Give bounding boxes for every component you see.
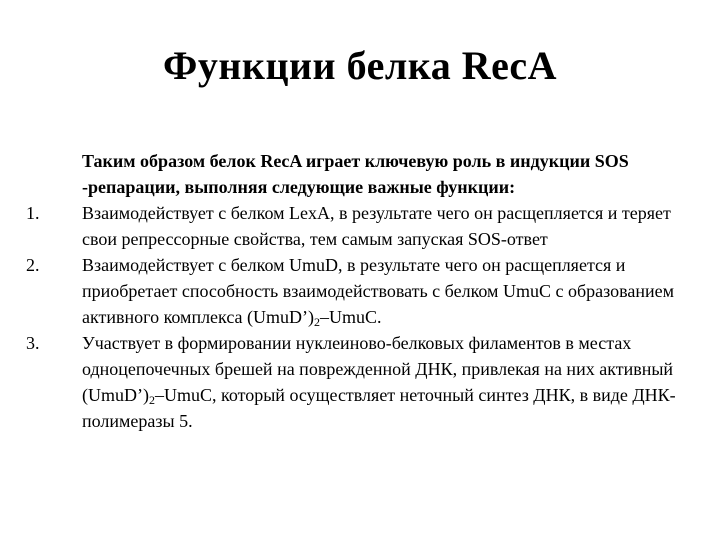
list-item-text-end: –UmuC, который осуществляет неточный синтез ДНК, в виде ДНК-полимеразы 5. — [82, 385, 676, 431]
slide-title: Функции белка RecA — [163, 43, 557, 88]
list-item-text: Взаимодействует с белком LexA, в результате чего он расщепляется и теряет свои репрессорные свойства, тем самым запуская SOS-ответ — [82, 203, 671, 249]
intro-paragraph: Таким образом белок RecA играет ключевую роль в индукции SOS -репарации, выполняя следующие важные функции: — [82, 151, 629, 197]
list-item — [26, 200, 696, 252]
list-item-text-end: –UmuC. — [320, 307, 382, 327]
list-item-number: 3. — [26, 333, 40, 353]
list-item-number: 2. — [26, 255, 40, 275]
slide-body — [26, 148, 696, 434]
list-item-number: 1. — [26, 203, 40, 223]
list-item-text: Взаимодействует с белком UmuD, в результате чего он расщепляется и приобретает способность взаимодействовать с белком UmuC с образованием активного комплекса (UmuD’) — [82, 255, 674, 327]
functions-list — [26, 200, 696, 434]
subscript: 2 — [148, 393, 155, 407]
list-item — [26, 330, 696, 434]
list-item-text: Участвует в формировании нуклеиново-белковых филаментов в местах одноцепочечных брешей на поврежденной ДНК, привлекая на них активный (UmuD’) — [82, 333, 674, 405]
list-item — [26, 252, 696, 330]
subscript: 2 — [314, 315, 321, 329]
